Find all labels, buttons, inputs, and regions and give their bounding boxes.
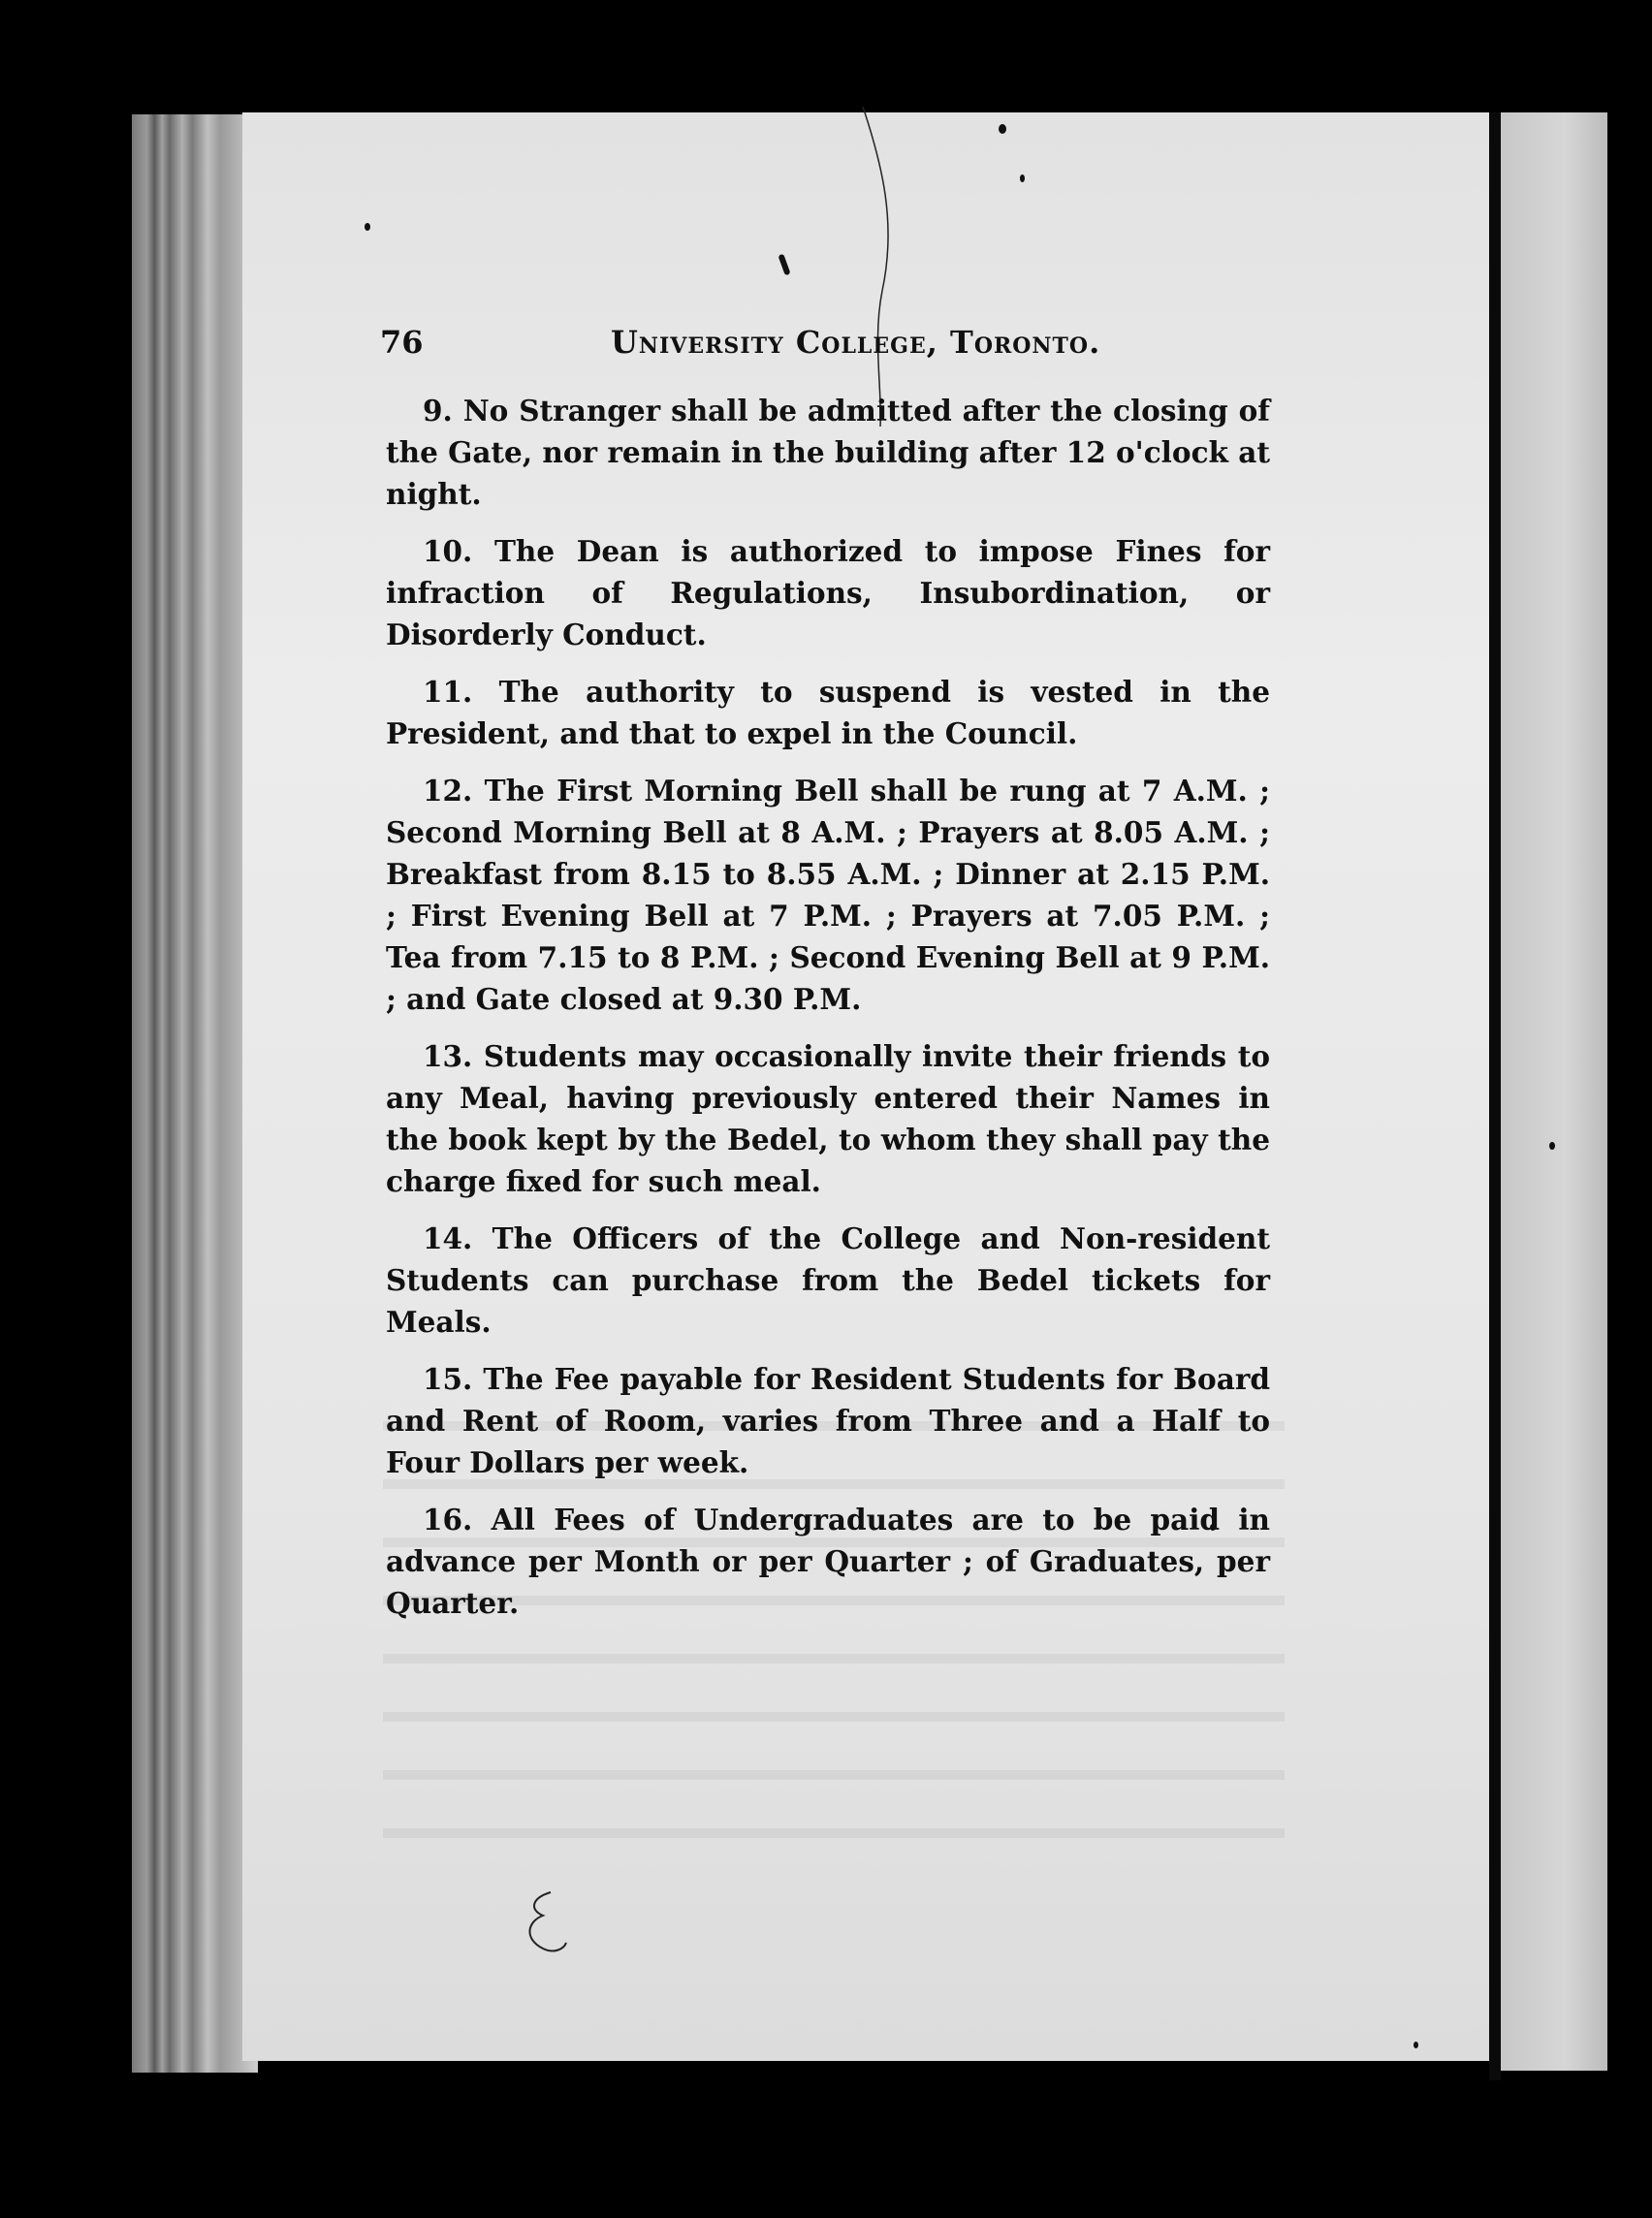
regulations-text <box>386 390 1270 1639</box>
page-number: 76 <box>380 324 424 361</box>
facing-page-edge <box>1501 112 1607 2071</box>
handwritten-mark <box>522 1888 576 1956</box>
regulation-paragraph: 13. Students may occasionally invite their friends to any Meal, having previously entered their Names in the book kept by the Bedel, to whom they shall pay the charge fixed for such meal. <box>386 1039 1270 1198</box>
regulation-paragraph: 16. All Fees of Undergraduates are to be paid in advance per Month or per Quarter ; of Graduates, per Quarter. <box>386 1503 1270 1620</box>
thread-line <box>853 107 911 427</box>
regulation-paragraph: 15. The Fee payable for Resident Students for Board and Rent of Room, varies from Three and a Half to Four Dollars per week. <box>386 1362 1270 1479</box>
ink-speck <box>365 223 370 231</box>
regulation-paragraph: 9. No Stranger shall be admitted after the closing of the Gate, nor remain in the building after 12 o'clock at night. <box>386 394 1270 511</box>
ink-speck <box>1549 1142 1555 1150</box>
book-page-edges <box>132 114 258 2073</box>
ink-speck <box>1020 174 1025 182</box>
book-gutter <box>1489 112 1501 2080</box>
regulation-paragraph: 11. The authority to suspend is vested in the President, and that to expel in the Council. <box>386 675 1270 750</box>
running-title: University College, Toronto. <box>611 324 1101 361</box>
regulation-paragraph: 10. The Dean is authorized to impose Fines for infraction of Regulations, Insubordination, or Disorderly Conduct. <box>386 534 1270 651</box>
ink-speck <box>999 124 1006 134</box>
ink-speck <box>1414 2042 1418 2048</box>
regulation-paragraph: 12. The First Morning Bell shall be rung at 7 A.M. ; Second Morning Bell at 8 A.M. ; Prayers at 8.05 A.M. ; Breakfast from 8.15 to 8.55 A.M. ; Dinner at 2.15 P.M. ; First Evening Bell at 7 P.M. ; Prayers at 7.05 P.M. ; Tea from 7.15 to 8 P.M. ; Second Evening Bell at 9 P.M. ; and Gate closed at 9.30 P.M. <box>386 774 1270 1016</box>
regulation-paragraph: 14. The Officers of the College and Non-resident Students can purchase from the Bedel tickets for Meals. <box>386 1221 1270 1339</box>
